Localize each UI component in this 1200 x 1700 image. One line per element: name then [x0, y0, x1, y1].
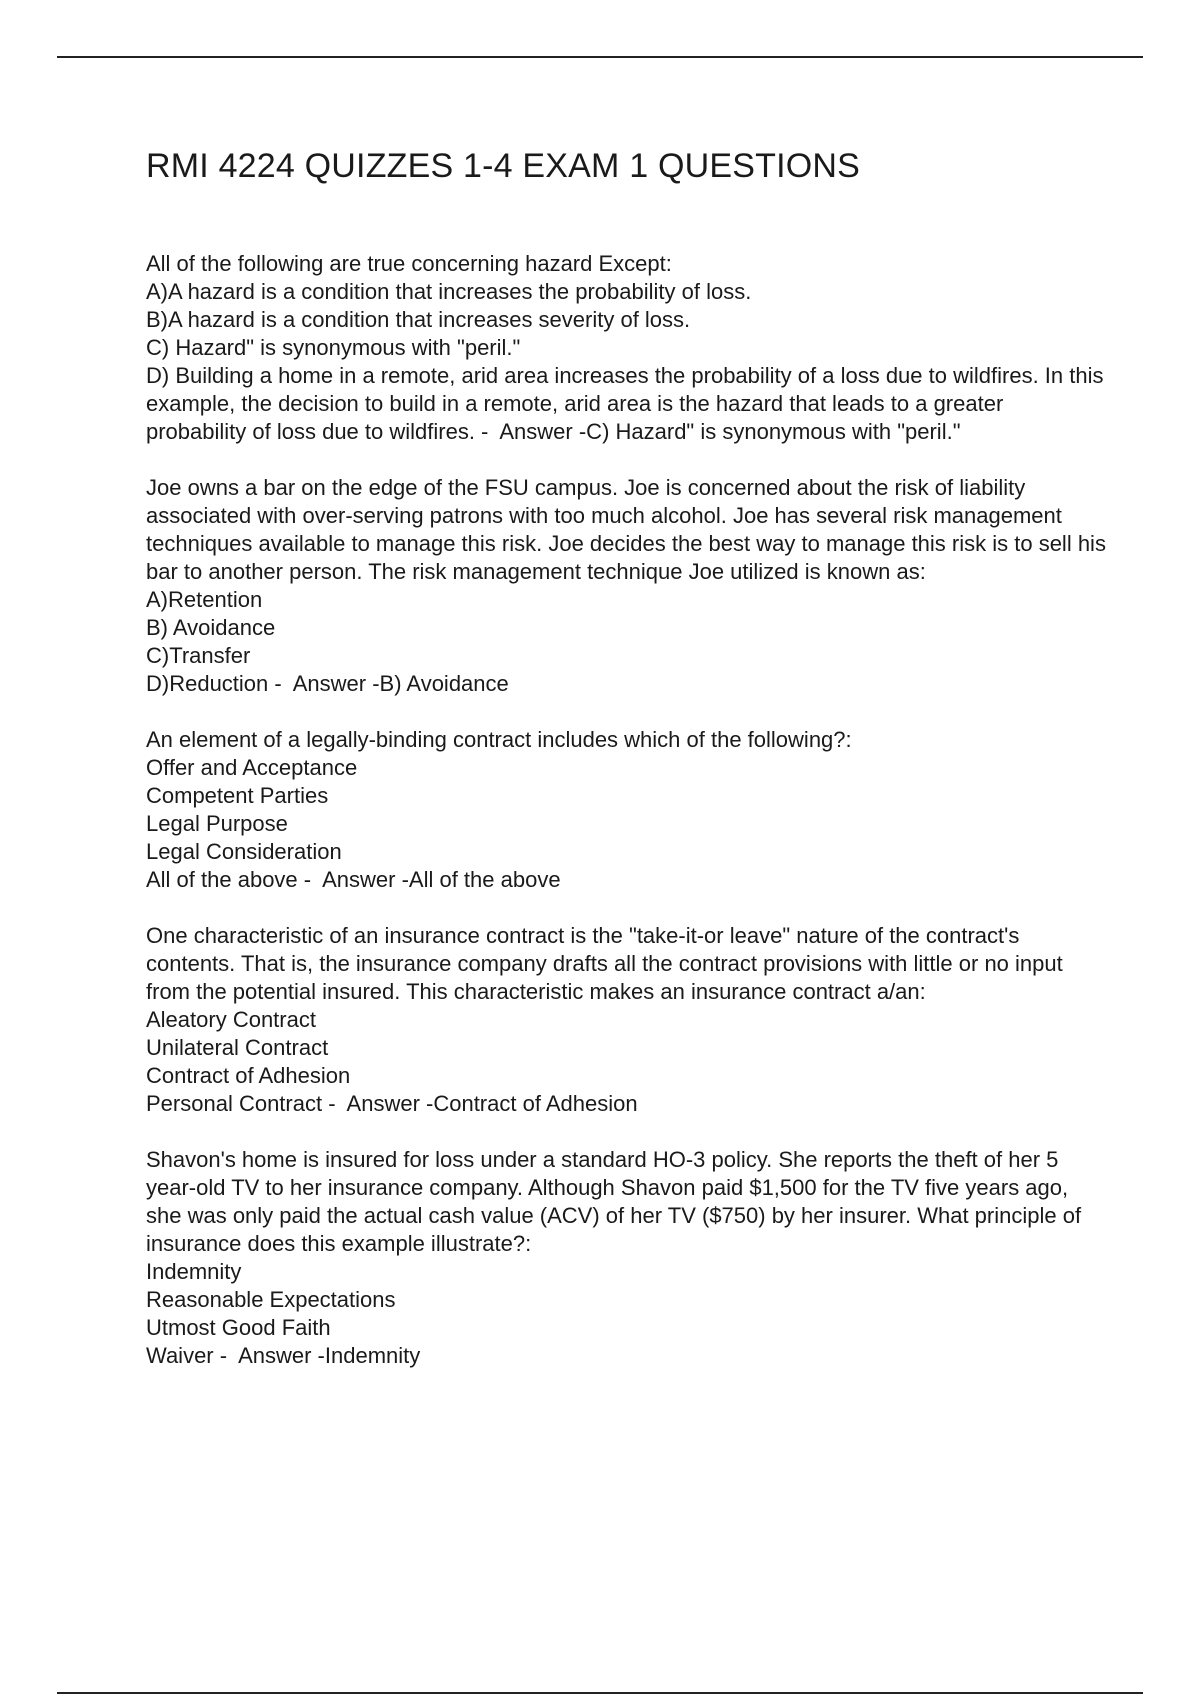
- question-block-3: [146, 726, 1106, 894]
- question-block-2: [146, 474, 1113, 698]
- question-4-option-2: Unilateral Contract: [146, 1035, 329, 1060]
- question-3-option-4: Legal Consideration: [146, 839, 342, 864]
- question-block-5: [146, 1146, 1106, 1370]
- question-1-option-d-answer: D) Building a home in a remote, arid area increases the probability of a loss due to wildfires. In this example, the decision to build in a remote, arid area is the hazard that leads to a greater probability of loss due to wildfires. - Answer -C) Hazard" is synonymous with "peril.": [146, 363, 1110, 444]
- question-4-prompt: One characteristic of an insurance contract is the "take-it-or leave" nature of the contract's contents. That is, the insurance company drafts all the contract provisions with little or no input from the potential insured. This characteristic makes an insurance contract a/an:: [146, 923, 1069, 1004]
- footer-rule: [57, 1692, 1143, 1694]
- question-5-option-4-answer: Waiver - Answer -Indemnity: [146, 1343, 421, 1368]
- question-3-option-5-answer: All of the above - Answer -All of the above: [146, 867, 561, 892]
- question-5-option-1: Indemnity: [146, 1259, 242, 1284]
- document-body: [146, 140, 1113, 1398]
- question-2-option-a: A)Retention: [146, 587, 263, 612]
- question-4-option-4-answer: Personal Contract - Answer -Contract of Adhesion: [146, 1091, 638, 1116]
- question-2-option-d-answer: D)Reduction - Answer -B) Avoidance: [146, 671, 509, 696]
- question-4-option-1: Aleatory Contract: [146, 1007, 316, 1032]
- question-1-option-a: A)A hazard is a condition that increases the probability of loss.: [146, 279, 752, 304]
- question-3-prompt: An element of a legally-binding contract includes which of the following?:: [146, 727, 852, 752]
- question-block-1: [146, 250, 1110, 446]
- question-block-4: [146, 922, 1106, 1118]
- document-title: RMI 4224 QUIZZES 1-4 EXAM 1 QUESTIONS: [146, 147, 861, 185]
- question-1-option-b: B)A hazard is a condition that increases severity of loss.: [146, 307, 691, 332]
- question-5-prompt: Shavon's home is insured for loss under a standard HO-3 policy. She reports the theft of her 5 year-old TV to her insurance company. Although Shavon paid $1,500 for the TV five years ago, she was only paid the actual cash value (ACV) of her TV ($750) by her insurer. What principle of insurance does this example illustrate?:: [146, 1147, 1088, 1256]
- question-2-option-c: C)Transfer: [146, 643, 251, 668]
- header-rule: [57, 56, 1143, 58]
- question-1-option-c: C) Hazard" is synonymous with "peril.": [146, 335, 521, 360]
- question-5-option-2: Reasonable Expectations: [146, 1287, 396, 1312]
- question-3-option-1: Offer and Acceptance: [146, 755, 358, 780]
- question-2-prompt: Joe owns a bar on the edge of the FSU campus. Joe is concerned about the risk of liability associated with over-serving patrons with too much alcohol. Joe has several risk management techniques available to manage this risk. Joe decides the best way to manage this risk is to sell his bar to another person. The risk management technique Joe utilized is known as:: [146, 475, 1113, 584]
- question-4-option-3: Contract of Adhesion: [146, 1063, 351, 1088]
- question-3-option-2: Competent Parties: [146, 783, 329, 808]
- question-1-prompt: All of the following are true concerning hazard Except:: [146, 251, 672, 276]
- question-5-option-3: Utmost Good Faith: [146, 1315, 331, 1340]
- question-2-option-b: B) Avoidance: [146, 615, 276, 640]
- question-3-option-3: Legal Purpose: [146, 811, 288, 836]
